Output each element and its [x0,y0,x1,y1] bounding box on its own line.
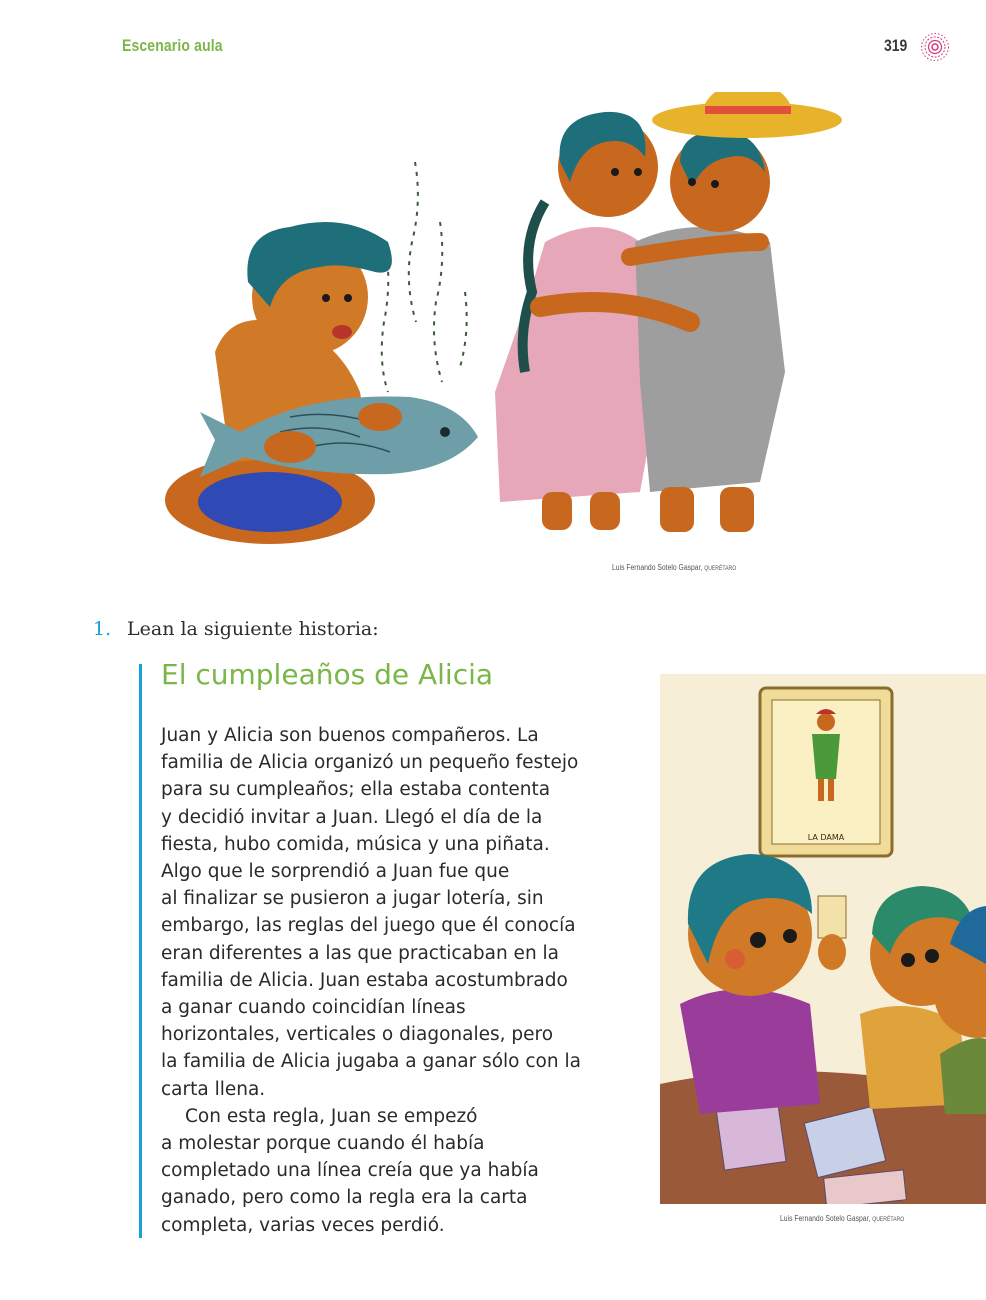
card-label: LA DAMA [807,833,845,842]
story-line: al finalizar se pusieron a jugar lotería, sin [161,888,544,910]
story-body [161,722,631,1239]
story-line: familia de Alicia. Juan estaba acostumbrado [161,969,568,991]
concentric-circle-emblem-icon [920,32,950,62]
story-line: Con esta regla, Juan se empezó [185,1105,478,1127]
story-line: familia de Alicia organizó un pequeño festejo [161,752,579,774]
instruction-number: 1. [93,618,112,640]
story-line: a ganar cuando coincidían líneas [161,997,466,1019]
story-line: y decidió invitar a Juan. Llegó el día de la [161,806,543,828]
story-line: ganado, pero como la regla era la carta [161,1187,528,1209]
story-line: embargo, las reglas del juego que él conocía [161,915,576,937]
credit-place: QUERÉTARO [872,1217,905,1223]
story-line: Algo que le sorprendió a Juan fue que [161,861,510,883]
credit-name: Luis Fernando Sotelo Gaspar, [780,1214,871,1223]
story-line: horizontales, verticales o diagonales, pero [161,1024,554,1046]
story-line: la familia de Alicia jugaba a ganar sólo con la [161,1051,581,1073]
page-number: 319 [884,36,908,55]
story-line: completa, varias veces perdió. [161,1214,445,1236]
story-line: eran diferentes a las que practicaban en la [161,942,560,964]
story-title: El cumpleaños de Alicia [161,658,494,691]
story-line: a molestar porque cuando él había [161,1133,485,1155]
illustration-credit [612,563,736,572]
story-line: carta llena. [161,1078,266,1100]
instruction-text: Lean la siguiente historia: [127,618,379,640]
story-line: fiesta, hubo comida, música y una piñata. [161,833,550,855]
story-line: para su cumpleaños; ella estaba contenta [161,779,551,801]
children-playing-loteria-illustration [660,674,986,1204]
section-title: Escenario aula [122,36,223,55]
credit-place: QUERÉTARO [704,566,737,572]
illustration-credit [780,1214,904,1223]
story-line: Juan y Alicia son buenos compañeros. La [161,725,539,746]
story-line: completado una línea creía que ya había [161,1160,539,1182]
story-rule [139,664,142,1238]
children-with-fish-illustration [160,92,860,562]
credit-name: Luis Fernando Sotelo Gaspar, [612,563,703,572]
